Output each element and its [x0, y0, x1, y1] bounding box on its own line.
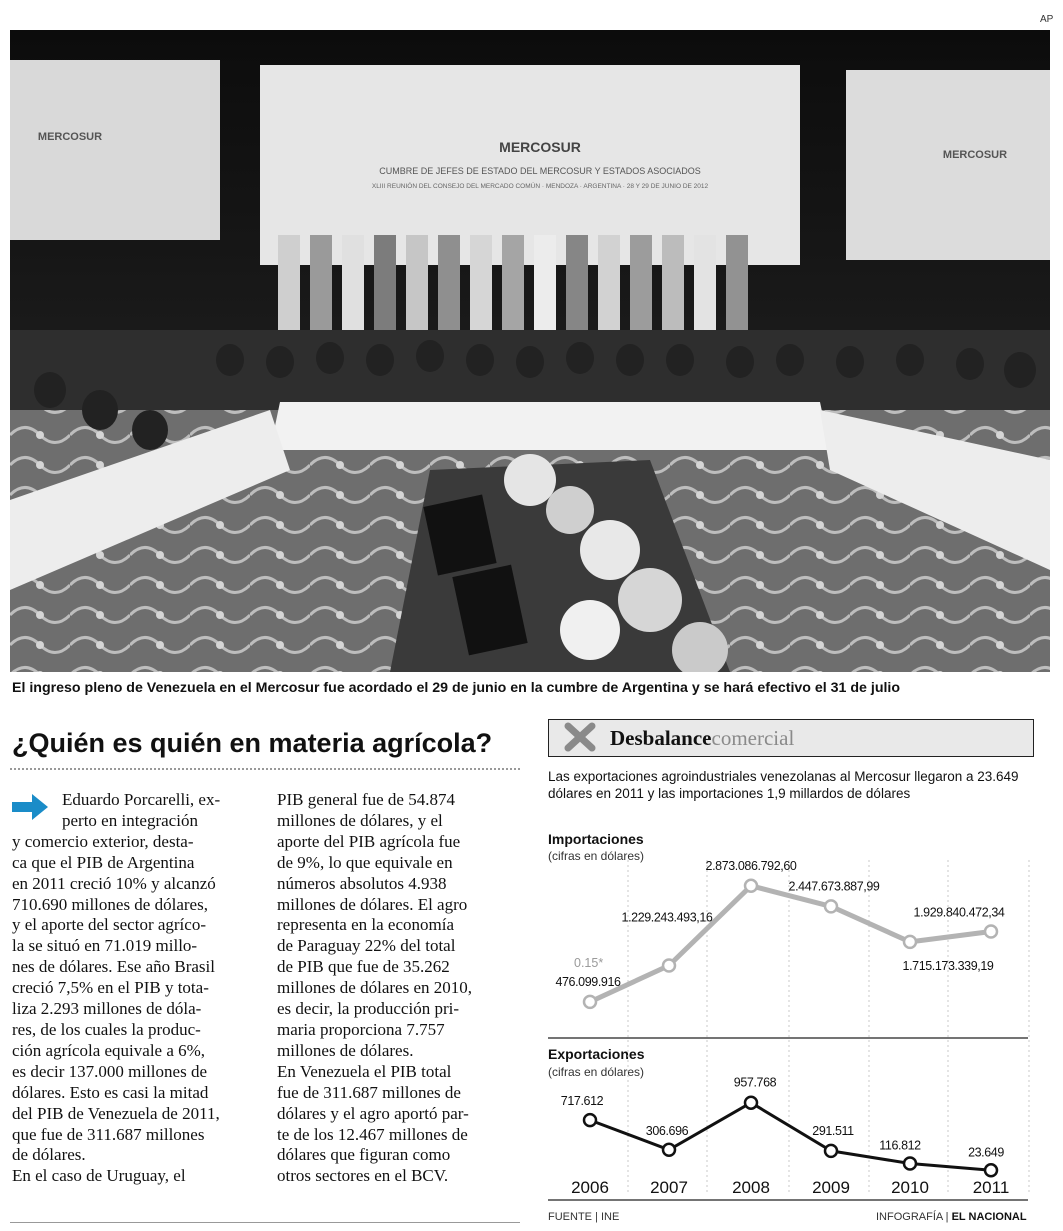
- right-screen: [846, 70, 1050, 260]
- article-line: ca que el PIB de Argentina: [12, 852, 195, 872]
- photo-caption: El ingreso pleno de Venezuela en el Mercosur fue acordado el 29 de junio en la cumbre de Argentina y se hará efectivo el 31 de julio: [12, 680, 901, 696]
- imports-annotation: 0.15*: [574, 956, 604, 970]
- imports-value-label: 2.447.673.887,99: [788, 879, 880, 894]
- article-line: representa en la economía: [277, 915, 454, 935]
- imports-point: [904, 936, 916, 948]
- article-line: En el caso de Uruguay, el: [12, 1166, 186, 1186]
- infographic-title: [610, 726, 794, 751]
- article-line: dólares y el agro aportó par-: [277, 1103, 469, 1123]
- trade-charts: [540, 820, 1050, 1210]
- article-line: millones de dólares, y el: [277, 810, 443, 830]
- article-line: millones de dólares.: [277, 1040, 414, 1060]
- exports-point: [985, 1164, 997, 1176]
- article-line: millones de dólares. El agro: [277, 894, 468, 914]
- article-line: es decir 137.000 millones de: [12, 1061, 207, 1081]
- right-screen-brand: MERCOSUR: [942, 149, 1008, 161]
- article-bottom-rule: [10, 1222, 520, 1223]
- exports-point: [745, 1097, 757, 1109]
- year-tick-label: 2011: [972, 1178, 1010, 1197]
- article-line: PIB general fue de 54.874: [277, 790, 455, 809]
- article-line: liza 2.293 millones de dóla-: [12, 999, 202, 1019]
- center-screen-line1: CUMBRE DE JEFES DE ESTADO DEL MERCOSUR Y ESTADOS ASOCIADOS: [379, 166, 701, 176]
- article-line: aporte del PIB agrícola fue: [277, 831, 461, 851]
- imports-value-label: 1.715.173.339,19: [902, 958, 994, 973]
- summit-photo: [10, 30, 1050, 672]
- center-screen: [260, 65, 800, 265]
- imports-value-label: 1.929.840.472,34: [913, 905, 1005, 920]
- year-tick-label: 2009: [812, 1178, 850, 1197]
- article-line: dólares que figuran como: [277, 1145, 451, 1165]
- article-line: de PIB que fue de 35.262: [277, 957, 450, 977]
- article-line: del PIB de Venezuela de 2011,: [12, 1103, 220, 1123]
- imports-point: [584, 996, 596, 1008]
- infographic-title-bold: Desbalance: [610, 726, 712, 750]
- center-screen-line2: XLIII REUNIÓN DEL CONSEJO DEL MERCADO COMÚN · MENDOZA · ARGENTINA · 28 Y 29 DE JUNIO DE 2012: [371, 183, 709, 190]
- exports-point: [584, 1114, 596, 1126]
- article-line: y comercio exterior, desta-: [12, 831, 194, 851]
- article-line: números absolutos 4.938: [277, 873, 447, 893]
- article-line: que fue de 311.687 millones: [12, 1124, 205, 1144]
- article-column-1: [12, 790, 262, 1187]
- article-line: ción agrícola equivale a 6%,: [12, 1040, 206, 1060]
- infographic-subtitle: Las exportaciones agroindustriales venezolanas al Mercosur llegaron a 23.649 dólares en 2011 y las importaciones 1,9 millardos de dólares: [548, 769, 1019, 801]
- left-screen: [10, 60, 220, 240]
- article-line: millones de dólares en 2010,: [277, 978, 472, 998]
- imports-point: [825, 900, 837, 912]
- head-table: [270, 402, 830, 450]
- article-line: creció 7,5% en el PIB y tota-: [12, 978, 209, 998]
- article-line: nes de dólares. Ese año Brasil: [12, 957, 215, 977]
- center-screen-brand: MERCOSUR: [499, 139, 581, 155]
- imports-value-label: 1.229.243.493,16: [621, 910, 713, 925]
- year-tick-label: 2006: [571, 1178, 609, 1197]
- imports-chart-title: Importaciones: [548, 831, 644, 847]
- infographic-credit: [876, 1211, 1027, 1223]
- imports-point: [663, 960, 675, 972]
- exports-point: [904, 1158, 916, 1170]
- article-line: En Venezuela el PIB total: [277, 1061, 452, 1081]
- imports-point: [985, 926, 997, 938]
- article-line: maria proporciona 7.757: [277, 1019, 445, 1039]
- article-line: la se situó en 71.019 millo-: [12, 936, 198, 956]
- exports-value-label: 957.768: [733, 1075, 777, 1090]
- exports-point: [825, 1145, 837, 1157]
- imports-point: [745, 880, 757, 892]
- article-headline: ¿Quién es quién en materia agrícola?: [12, 728, 493, 758]
- article-line: en 2011 creció 10% y alcanzó: [12, 873, 216, 893]
- article-line: fue de 311.687 millones de: [277, 1082, 461, 1102]
- imports-value-label: 2.873.086.792,60: [705, 858, 797, 873]
- article-line: Eduardo Porcarelli, ex-: [62, 790, 221, 809]
- article-line: de Paraguay 22% del total: [277, 936, 456, 956]
- photo-credit: AP: [1040, 14, 1054, 25]
- year-tick-label: 2007: [650, 1178, 688, 1197]
- article-line: perto en integración: [62, 810, 198, 830]
- exports-value-label: 23.649: [968, 1145, 1004, 1160]
- imports-value-label: 476.099.916: [555, 974, 621, 989]
- exports-value-label: 116.812: [879, 1138, 921, 1153]
- year-tick-label: 2008: [732, 1178, 770, 1197]
- exports-value-label: 306.696: [645, 1123, 689, 1138]
- exports-chart-title: Exportaciones: [548, 1046, 645, 1062]
- article-line: de 9%, lo que equivale en: [277, 852, 453, 872]
- article-line: otros sectores en el BCV.: [277, 1166, 449, 1186]
- imports-line: [590, 886, 991, 1002]
- exports-value-label: 717.612: [560, 1094, 604, 1109]
- article-line: es decir, la producción pri-: [277, 999, 459, 1019]
- newspaper-brand: EL NACIONAL: [951, 1211, 1027, 1223]
- article-line: y el aporte del sector agríco-: [12, 915, 206, 935]
- exports-value-label: 291.511: [812, 1123, 854, 1138]
- source-note: FUENTE | INE: [548, 1211, 620, 1223]
- summit-photo-illustration: [10, 30, 1050, 672]
- exports-chart-unit: (cifras en dólares): [548, 1065, 645, 1079]
- imports-chart-unit: (cifras en dólares): [548, 849, 645, 863]
- article-line: dólares. Esto es casi la mitad: [12, 1082, 209, 1102]
- headline-divider: [10, 768, 520, 770]
- article-line: 710.690 millones de dólares,: [12, 894, 208, 914]
- exports-point: [663, 1144, 675, 1156]
- infographic-title-light: comercial: [711, 726, 795, 750]
- article-column-2: [277, 790, 527, 1187]
- infographic-credit-label: INFOGRAFÍA |: [876, 1211, 949, 1223]
- article-line: te de los 12.467 millones de: [277, 1124, 468, 1144]
- close-x-icon: [562, 722, 598, 752]
- article-line: res, de los cuales la produc-: [12, 1019, 201, 1039]
- article-line: de dólares.: [12, 1145, 86, 1165]
- left-screen-brand: MERCOSUR: [37, 131, 103, 143]
- year-tick-label: 2010: [891, 1178, 929, 1197]
